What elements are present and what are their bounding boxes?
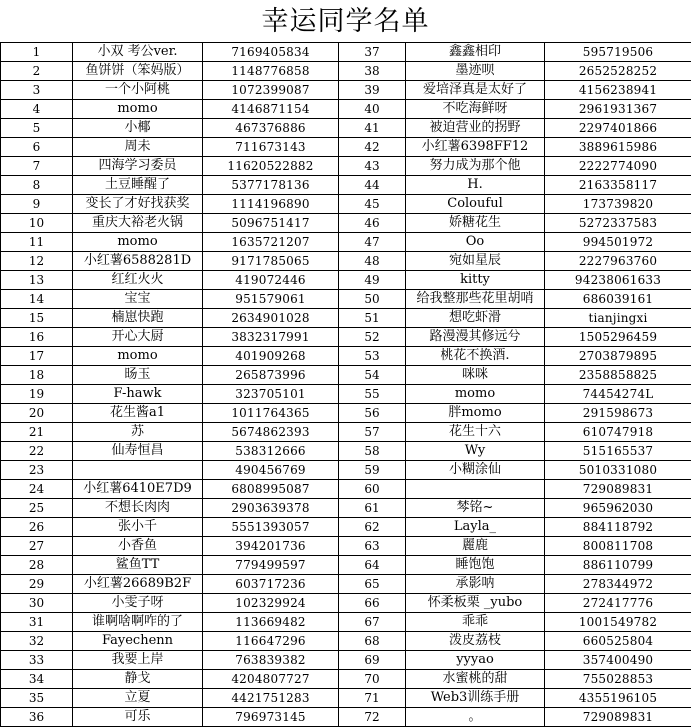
table-row [1, 138, 691, 157]
account-id-cell: 74454274L [545, 385, 691, 404]
nickname-cell: 可乐 [73, 708, 203, 727]
nickname-cell: 娇糖花生 [406, 214, 545, 233]
row-number-cell: 72 [339, 708, 406, 727]
table-row [1, 518, 691, 537]
nickname-cell: momo [73, 347, 203, 366]
account-id-cell: 3832317991 [203, 328, 339, 347]
table-row [1, 442, 691, 461]
nickname-cell: 被迫营业的拐野 [406, 119, 545, 138]
account-id-cell: 173739820 [545, 195, 691, 214]
account-id-cell: 2222774090 [545, 157, 691, 176]
table-row [1, 651, 691, 670]
nickname-cell: momo [73, 100, 203, 119]
account-id-cell: 660525804 [545, 632, 691, 651]
nickname-cell: Layla_ [406, 518, 545, 537]
nickname-cell: 红红火火 [73, 271, 203, 290]
row-number-cell: 31 [1, 613, 73, 632]
account-id-cell: 9171785065 [203, 252, 339, 271]
nickname-cell: 咪咪 [406, 366, 545, 385]
nickname-cell: 一个小阿桃 [73, 81, 203, 100]
nickname-cell: 路漫漫其修远兮 [406, 328, 545, 347]
row-number-cell: 22 [1, 442, 73, 461]
table-row [1, 632, 691, 651]
row-number-cell: 1 [1, 43, 73, 62]
account-id-cell: 357400490 [545, 651, 691, 670]
row-number-cell: 50 [339, 290, 406, 309]
nickname-cell: 乖乖 [406, 613, 545, 632]
table-row [1, 537, 691, 556]
row-number-cell: 27 [1, 537, 73, 556]
account-id-cell: 5010331080 [545, 461, 691, 480]
table-row [1, 157, 691, 176]
nickname-cell: Wy [406, 442, 545, 461]
row-number-cell: 18 [1, 366, 73, 385]
row-number-cell: 26 [1, 518, 73, 537]
nickname-cell [73, 461, 203, 480]
row-number-cell: 20 [1, 404, 73, 423]
account-id-cell: 2703879895 [545, 347, 691, 366]
nickname-cell: 楠崽快跑 [73, 309, 203, 328]
table-row [1, 708, 691, 727]
account-id-cell: 610747918 [545, 423, 691, 442]
row-number-cell: 71 [339, 689, 406, 708]
row-number-cell: 66 [339, 594, 406, 613]
row-number-cell: 40 [339, 100, 406, 119]
row-number-cell: 68 [339, 632, 406, 651]
table-row [1, 271, 691, 290]
account-id-cell: 5272337583 [545, 214, 691, 233]
account-id-cell: 6808995087 [203, 480, 339, 499]
nickname-cell: 努力成为那个他 [406, 157, 545, 176]
account-id-cell: 2961931367 [545, 100, 691, 119]
account-id-cell: 265873996 [203, 366, 339, 385]
nickname-cell: 重庆大裕老火锅 [73, 214, 203, 233]
row-number-cell: 69 [339, 651, 406, 670]
table-row [1, 62, 691, 81]
nickname-cell: 张小千 [73, 518, 203, 537]
row-number-cell: 28 [1, 556, 73, 575]
nickname-cell: 想吃虾滑 [406, 309, 545, 328]
account-id-cell: 711673143 [203, 138, 339, 157]
table-row [1, 81, 691, 100]
row-number-cell: 70 [339, 670, 406, 689]
account-id-cell: 401909268 [203, 347, 339, 366]
row-number-cell: 48 [339, 252, 406, 271]
row-number-cell: 7 [1, 157, 73, 176]
nickname-cell: 爱培泽真是太好了 [406, 81, 545, 100]
table-row [1, 689, 691, 708]
table-row [1, 670, 691, 689]
row-number-cell: 51 [339, 309, 406, 328]
nickname-cell: 墨迹呗 [406, 62, 545, 81]
account-id-cell: tianjingxi [545, 309, 691, 328]
nickname-cell: momo [73, 233, 203, 252]
row-number-cell: 21 [1, 423, 73, 442]
row-number-cell: 43 [339, 157, 406, 176]
nickname-cell: 小椰 [73, 119, 203, 138]
table-row [1, 556, 691, 575]
nickname-cell: Web3训练手册 [406, 689, 545, 708]
account-id-cell: 1001549782 [545, 613, 691, 632]
account-id-cell: 2634901028 [203, 309, 339, 328]
row-number-cell: 13 [1, 271, 73, 290]
row-number-cell: 65 [339, 575, 406, 594]
account-id-cell: 4146871154 [203, 100, 339, 119]
account-id-cell: 490456769 [203, 461, 339, 480]
nickname-cell: F-hawk [73, 385, 203, 404]
row-number-cell: 14 [1, 290, 73, 309]
nickname-cell: 仙寿恒昌 [73, 442, 203, 461]
account-id-cell: 755028853 [545, 670, 691, 689]
account-id-cell: 278344972 [545, 575, 691, 594]
nickname-cell: 小糊涂仙 [406, 461, 545, 480]
table-row [1, 575, 691, 594]
table-row [1, 328, 691, 347]
row-number-cell: 67 [339, 613, 406, 632]
row-number-cell: 39 [339, 81, 406, 100]
nickname-cell: momo [406, 385, 545, 404]
account-id-cell: 1114196890 [203, 195, 339, 214]
table-row [1, 347, 691, 366]
account-id-cell: 1072399087 [203, 81, 339, 100]
nickname-cell: 鱼饼饼（笨妈版） [73, 62, 203, 81]
row-number-cell: 35 [1, 689, 73, 708]
table-row [1, 195, 691, 214]
row-number-cell: 9 [1, 195, 73, 214]
row-number-cell: 55 [339, 385, 406, 404]
row-number-cell: 29 [1, 575, 73, 594]
account-id-cell: 1505296459 [545, 328, 691, 347]
account-id-cell: 7169405834 [203, 43, 339, 62]
account-id-cell: 2358858825 [545, 366, 691, 385]
table-row [1, 100, 691, 119]
account-id-cell: 994501972 [545, 233, 691, 252]
row-number-cell: 64 [339, 556, 406, 575]
row-number-cell: 47 [339, 233, 406, 252]
account-id-cell: 2297401866 [545, 119, 691, 138]
nickname-cell: 。 [406, 708, 545, 727]
row-number-cell: 49 [339, 271, 406, 290]
nickname-cell: 小雯子呀 [73, 594, 203, 613]
page-title: 幸运同学名单 [261, 6, 430, 37]
account-id-cell: 2227963760 [545, 252, 691, 271]
account-id-cell: 886110799 [545, 556, 691, 575]
nickname-cell: 小红薯6410E7D9 [73, 480, 203, 499]
row-number-cell: 6 [1, 138, 73, 157]
nickname-cell: 不吃海鲜呀 [406, 100, 545, 119]
nickname-cell: 四海学习委员 [73, 157, 203, 176]
account-id-cell: 2163358117 [545, 176, 691, 195]
account-id-cell: 603717236 [203, 575, 339, 594]
table-row [1, 499, 691, 518]
nickname-cell: 睡饱饱 [406, 556, 545, 575]
table-row [1, 43, 691, 62]
nickname-cell: 怀柔板栗 _yubo [406, 594, 545, 613]
nickname-cell: Colouful [406, 195, 545, 214]
row-number-cell: 45 [339, 195, 406, 214]
row-number-cell: 33 [1, 651, 73, 670]
table-row [1, 119, 691, 138]
account-id-cell: 4156238941 [545, 81, 691, 100]
nickname-cell: 立夏 [73, 689, 203, 708]
account-id-cell: 515165537 [545, 442, 691, 461]
row-number-cell: 5 [1, 119, 73, 138]
account-id-cell: 5096751417 [203, 214, 339, 233]
table-row [1, 214, 691, 233]
account-id-cell: 796973145 [203, 708, 339, 727]
nickname-cell: 小红薯26689B2F [73, 575, 203, 594]
account-id-cell: 113669482 [203, 613, 339, 632]
nickname-cell: 给我整那些花里胡哨 [406, 290, 545, 309]
nickname-cell: 开心大厨 [73, 328, 203, 347]
nickname-cell: 麗鹿 [406, 537, 545, 556]
account-id-cell: 800811708 [545, 537, 691, 556]
table-row [1, 385, 691, 404]
row-number-cell: 17 [1, 347, 73, 366]
account-id-cell: 729089831 [545, 480, 691, 499]
table-row [1, 290, 691, 309]
account-id-cell: 116647296 [203, 632, 339, 651]
nickname-cell: Fayechenn [73, 632, 203, 651]
account-id-cell: 5674862393 [203, 423, 339, 442]
row-number-cell: 56 [339, 404, 406, 423]
account-id-cell: 1635721207 [203, 233, 339, 252]
nickname-cell: 我要上岸 [73, 651, 203, 670]
nickname-cell: 土豆睡醒了 [73, 176, 203, 195]
account-id-cell: 686039161 [545, 290, 691, 309]
nickname-cell: 鑫鑫相印 [406, 43, 545, 62]
row-number-cell: 62 [339, 518, 406, 537]
account-id-cell: 94238061633 [545, 271, 691, 290]
nickname-cell: 棽铭~ [406, 499, 545, 518]
nickname-cell: 苏 [73, 423, 203, 442]
nickname-cell [406, 480, 545, 499]
account-id-cell: 419072446 [203, 271, 339, 290]
account-id-cell: 5377178136 [203, 176, 339, 195]
account-id-cell: 3889615986 [545, 138, 691, 157]
row-number-cell: 2 [1, 62, 73, 81]
nickname-cell: 桃花不换酒. [406, 347, 545, 366]
nickname-cell: 鲨鱼TT [73, 556, 203, 575]
nickname-cell: 小红薯6588281D [73, 252, 203, 271]
account-id-cell: 1148776858 [203, 62, 339, 81]
account-id-cell: 951579061 [203, 290, 339, 309]
account-id-cell: 272417776 [545, 594, 691, 613]
row-number-cell: 46 [339, 214, 406, 233]
table-row [1, 176, 691, 195]
table-row [1, 233, 691, 252]
nickname-cell: 花生酱a1 [73, 404, 203, 423]
account-id-cell: 729089831 [545, 708, 691, 727]
row-number-cell: 37 [339, 43, 406, 62]
table-row [1, 366, 691, 385]
nickname-cell: 承影呐 [406, 575, 545, 594]
row-number-cell: 4 [1, 100, 73, 119]
row-number-cell: 19 [1, 385, 73, 404]
account-id-cell: 595719506 [545, 43, 691, 62]
nickname-cell: 小香鱼 [73, 537, 203, 556]
table-row [1, 461, 691, 480]
row-number-cell: 12 [1, 252, 73, 271]
table-row [1, 480, 691, 499]
row-number-cell: 10 [1, 214, 73, 233]
nickname-cell: Oo [406, 233, 545, 252]
nickname-cell: 静戈 [73, 670, 203, 689]
account-id-cell: 4355196105 [545, 689, 691, 708]
account-id-cell: 291598673 [545, 404, 691, 423]
account-id-cell: 884118792 [545, 518, 691, 537]
row-number-cell: 15 [1, 309, 73, 328]
nickname-cell: 胖momo [406, 404, 545, 423]
nickname-cell: 花生十六 [406, 423, 545, 442]
table-row [1, 404, 691, 423]
account-id-cell: 467376886 [203, 119, 339, 138]
nickname-cell: 旸玉 [73, 366, 203, 385]
nickname-cell: 不想长肉肉 [73, 499, 203, 518]
row-number-cell: 3 [1, 81, 73, 100]
account-id-cell: 2903639378 [203, 499, 339, 518]
account-id-cell: 394201736 [203, 537, 339, 556]
nickname-cell: 周未 [73, 138, 203, 157]
nickname-cell: 泼皮荔枝 [406, 632, 545, 651]
account-id-cell: 5551393057 [203, 518, 339, 537]
account-id-cell: 538312666 [203, 442, 339, 461]
row-number-cell: 53 [339, 347, 406, 366]
row-number-cell: 25 [1, 499, 73, 518]
account-id-cell: 2652528252 [545, 62, 691, 81]
row-number-cell: 59 [339, 461, 406, 480]
account-id-cell: 763839382 [203, 651, 339, 670]
table-row [1, 252, 691, 271]
account-id-cell: 102329924 [203, 594, 339, 613]
row-number-cell: 42 [339, 138, 406, 157]
row-number-cell: 58 [339, 442, 406, 461]
nickname-cell: H. [406, 176, 545, 195]
row-number-cell: 24 [1, 480, 73, 499]
row-number-cell: 23 [1, 461, 73, 480]
row-number-cell: 41 [339, 119, 406, 138]
row-number-cell: 30 [1, 594, 73, 613]
winner-table [0, 42, 691, 727]
row-number-cell: 61 [339, 499, 406, 518]
nickname-cell: 变长了才好找获奖 [73, 195, 203, 214]
row-number-cell: 32 [1, 632, 73, 651]
row-number-cell: 63 [339, 537, 406, 556]
nickname-cell: kitty [406, 271, 545, 290]
account-id-cell: 965962030 [545, 499, 691, 518]
row-number-cell: 44 [339, 176, 406, 195]
row-number-cell: 36 [1, 708, 73, 727]
account-id-cell: 4421751283 [203, 689, 339, 708]
row-number-cell: 34 [1, 670, 73, 689]
row-number-cell: 11 [1, 233, 73, 252]
nickname-cell: 水蜜桃的甜 [406, 670, 545, 689]
account-id-cell: 323705101 [203, 385, 339, 404]
row-number-cell: 38 [339, 62, 406, 81]
nickname-cell: 小红薯6398FF12 [406, 138, 545, 157]
nickname-cell: 宛如星辰 [406, 252, 545, 271]
row-number-cell: 8 [1, 176, 73, 195]
row-number-cell: 52 [339, 328, 406, 347]
row-number-cell: 54 [339, 366, 406, 385]
nickname-cell: 谁啊啥啊咋的了 [73, 613, 203, 632]
account-id-cell: 1011764365 [203, 404, 339, 423]
nickname-cell: 宝宝 [73, 290, 203, 309]
row-number-cell: 57 [339, 423, 406, 442]
account-id-cell: 11620522882 [203, 157, 339, 176]
table-row [1, 309, 691, 328]
table-row [1, 613, 691, 632]
row-number-cell: 16 [1, 328, 73, 347]
account-id-cell: 4204807727 [203, 670, 339, 689]
row-number-cell: 60 [339, 480, 406, 499]
nickname-cell: 小双 考公ver. [73, 43, 203, 62]
account-id-cell: 779499597 [203, 556, 339, 575]
winner-table-body [1, 43, 691, 727]
nickname-cell: yyyao [406, 651, 545, 670]
table-row [1, 423, 691, 442]
table-row [1, 594, 691, 613]
